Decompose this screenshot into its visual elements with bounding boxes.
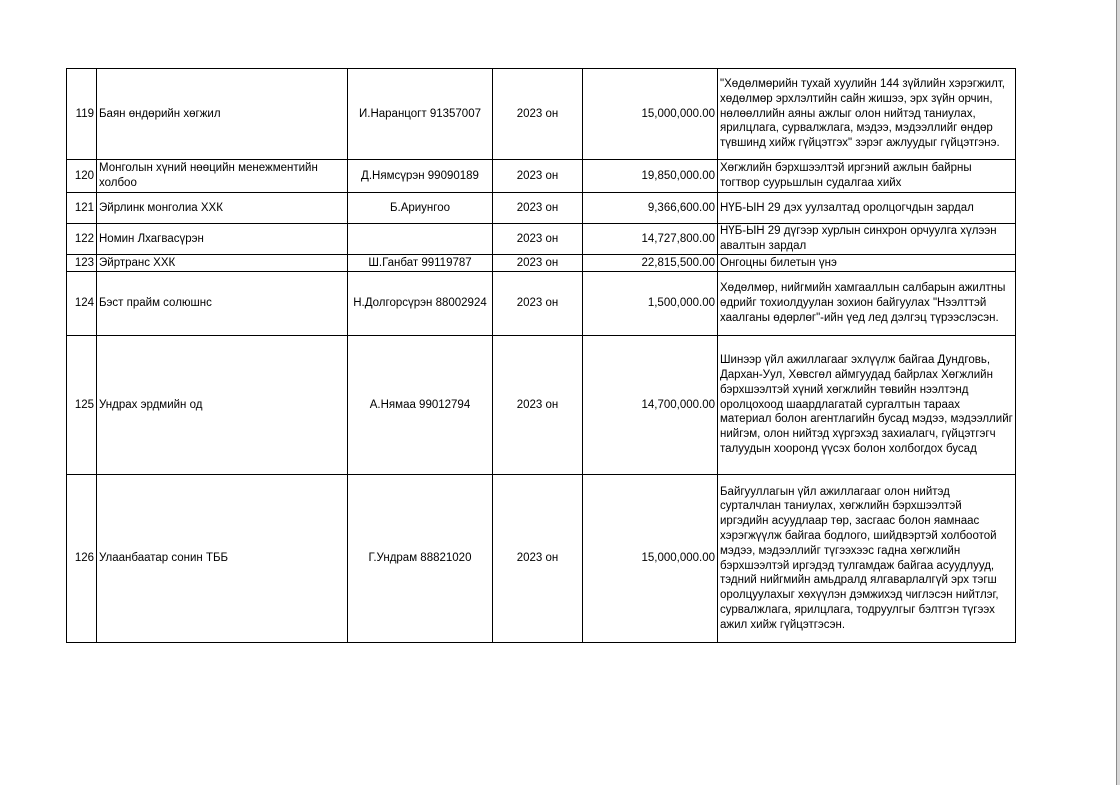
- table-row: [67, 69, 1016, 160]
- organization-name: Ундрах эрдмийн од: [97, 336, 348, 475]
- table-row: [67, 272, 1016, 336]
- row-number: 119: [67, 69, 97, 160]
- amount: 19,850,000.00: [583, 160, 718, 193]
- description: Онгоцны билетын үнэ: [718, 255, 1016, 272]
- table-row: [67, 193, 1016, 224]
- row-number: 120: [67, 160, 97, 193]
- organization-name: Монголын хүний нөөцийн менежментийн холбоо: [97, 160, 348, 193]
- organization-name: Бэст прайм солюшнс: [97, 272, 348, 336]
- table-row: [67, 336, 1016, 475]
- row-number: 124: [67, 272, 97, 336]
- year: 2023 он: [493, 224, 583, 255]
- contact-person: Н.Долгорсүрэн 88002924: [348, 272, 493, 336]
- description: Хөгжлийн бэрхшээлтэй иргэний ажлын байрны тогтвор суурьшлын судалгаа хийх: [718, 160, 1016, 193]
- description: НҮБ-ЫН 29 дүгээр хурлын синхрон орчуулга хүлээн авалтын зардал: [718, 224, 1016, 255]
- row-number: 126: [67, 475, 97, 643]
- row-number: 123: [67, 255, 97, 272]
- amount: 9,366,600.00: [583, 193, 718, 224]
- row-number: 125: [67, 336, 97, 475]
- description: Шинээр үйл ажиллагааг эхлүүлж байгаа Дундговь, Дархан-Уул, Хөвсгөл аймгуудад байрлах Хөгжлийн бэрхшээлтэй хүний хөгжлийн төвийн нээлтэнд оролцохоод шаардлагатай сургалтын тараах материал болон агентлагийн бусад мэдээ, мэдээллийг нийгэм, олон нийтэд хүргэхэд захиалагч, гүйцэтгэгч талуудын хооронд үүсэх болон холбогдох бусад: [718, 336, 1016, 475]
- contact-person: Г.Ундрам 88821020: [348, 475, 493, 643]
- contact-person: Б.Ариунгоо: [348, 193, 493, 224]
- row-number: 122: [67, 224, 97, 255]
- grant-table: [66, 68, 1016, 643]
- amount: 14,700,000.00: [583, 336, 718, 475]
- amount: 1,500,000.00: [583, 272, 718, 336]
- description: НҮБ-ЫН 29 дэх уулзалтад оролцогчдын зардал: [718, 193, 1016, 224]
- contact-person: А.Нямаа 99012794: [348, 336, 493, 475]
- year: 2023 он: [493, 69, 583, 160]
- contact-person: [348, 224, 493, 255]
- organization-name: Эйрлинк монголиа ХХК: [97, 193, 348, 224]
- amount: 15,000,000.00: [583, 475, 718, 643]
- organization-name: Номин Лхагвасүрэн: [97, 224, 348, 255]
- description: "Хөдөлмөрийн тухай хуулийн 144 зүйлийн хэрэгжилт, хөдөлмөр эрхлэлтийн сайн жишээ, эрх зүйн орчин, нөлөөллийн аяны ажлыг олон нийтэд таниулах, ярилцлага, сурвалжлага, мэдээ, мэдээллийг өндөр түвшинд хийж гүйцэтгэх" зэрэг ажлуудыг гүйцэтгэнэ.: [718, 69, 1016, 160]
- contact-person: И.Наранцогт 91357007: [348, 69, 493, 160]
- organization-name: Улаанбаатар сонин ТББ: [97, 475, 348, 643]
- amount: 14,727,800.00: [583, 224, 718, 255]
- table-row: [67, 160, 1016, 193]
- contact-person: Ш.Ганбат 99119787: [348, 255, 493, 272]
- organization-name: Эйртранс ХХК: [97, 255, 348, 272]
- row-number: 121: [67, 193, 97, 224]
- year: 2023 он: [493, 336, 583, 475]
- description: Хөдөлмөр, нийгмийн хамгааллын салбарын ажилтны өдрийг тохиолдуулан зохион байгуулах "Нээлттэй хаалганы өдөрлөг"-ийн үед лед дэлгэц түрээслэсэн.: [718, 272, 1016, 336]
- year: 2023 он: [493, 193, 583, 224]
- year: 2023 он: [493, 272, 583, 336]
- table-row: [67, 475, 1016, 643]
- year: 2023 он: [493, 475, 583, 643]
- organization-name: Баян өндөрийн хөгжил: [97, 69, 348, 160]
- amount: 22,815,500.00: [583, 255, 718, 272]
- contact-person: Д.Нямсүрэн 99090189: [348, 160, 493, 193]
- description: Байгууллагын үйл ажиллагааг олон нийтэд сурталчлан таниулах, хөгжлийн бэрхшээлтэй иргэдийн асуудлаар төр, засгаас болон яамнаас хэрэгжүүлж байгаа бодлого, шийдвэртэй холбоотой мэдээ, мэдээллийг түгээхээс гадна хөгжлийн бэрхшээлтэй иргэдэд тулгамдаж байгаа асуудлууд, тэдний нийгмийн амьдралд ялгаварлалгүй эрх тэгш оролцуулахыг хөхүүлэн дэмжихэд чиглэсэн нийтлэг, сурвалжлага, ярилцлага, тодруулгыг бэлтгэн түгээх ажил хийж гүйцэтгэсэн.: [718, 475, 1016, 643]
- year: 2023 он: [493, 160, 583, 193]
- table-row: [67, 224, 1016, 255]
- year: 2023 он: [493, 255, 583, 272]
- table-row: [67, 255, 1016, 272]
- amount: 15,000,000.00: [583, 69, 718, 160]
